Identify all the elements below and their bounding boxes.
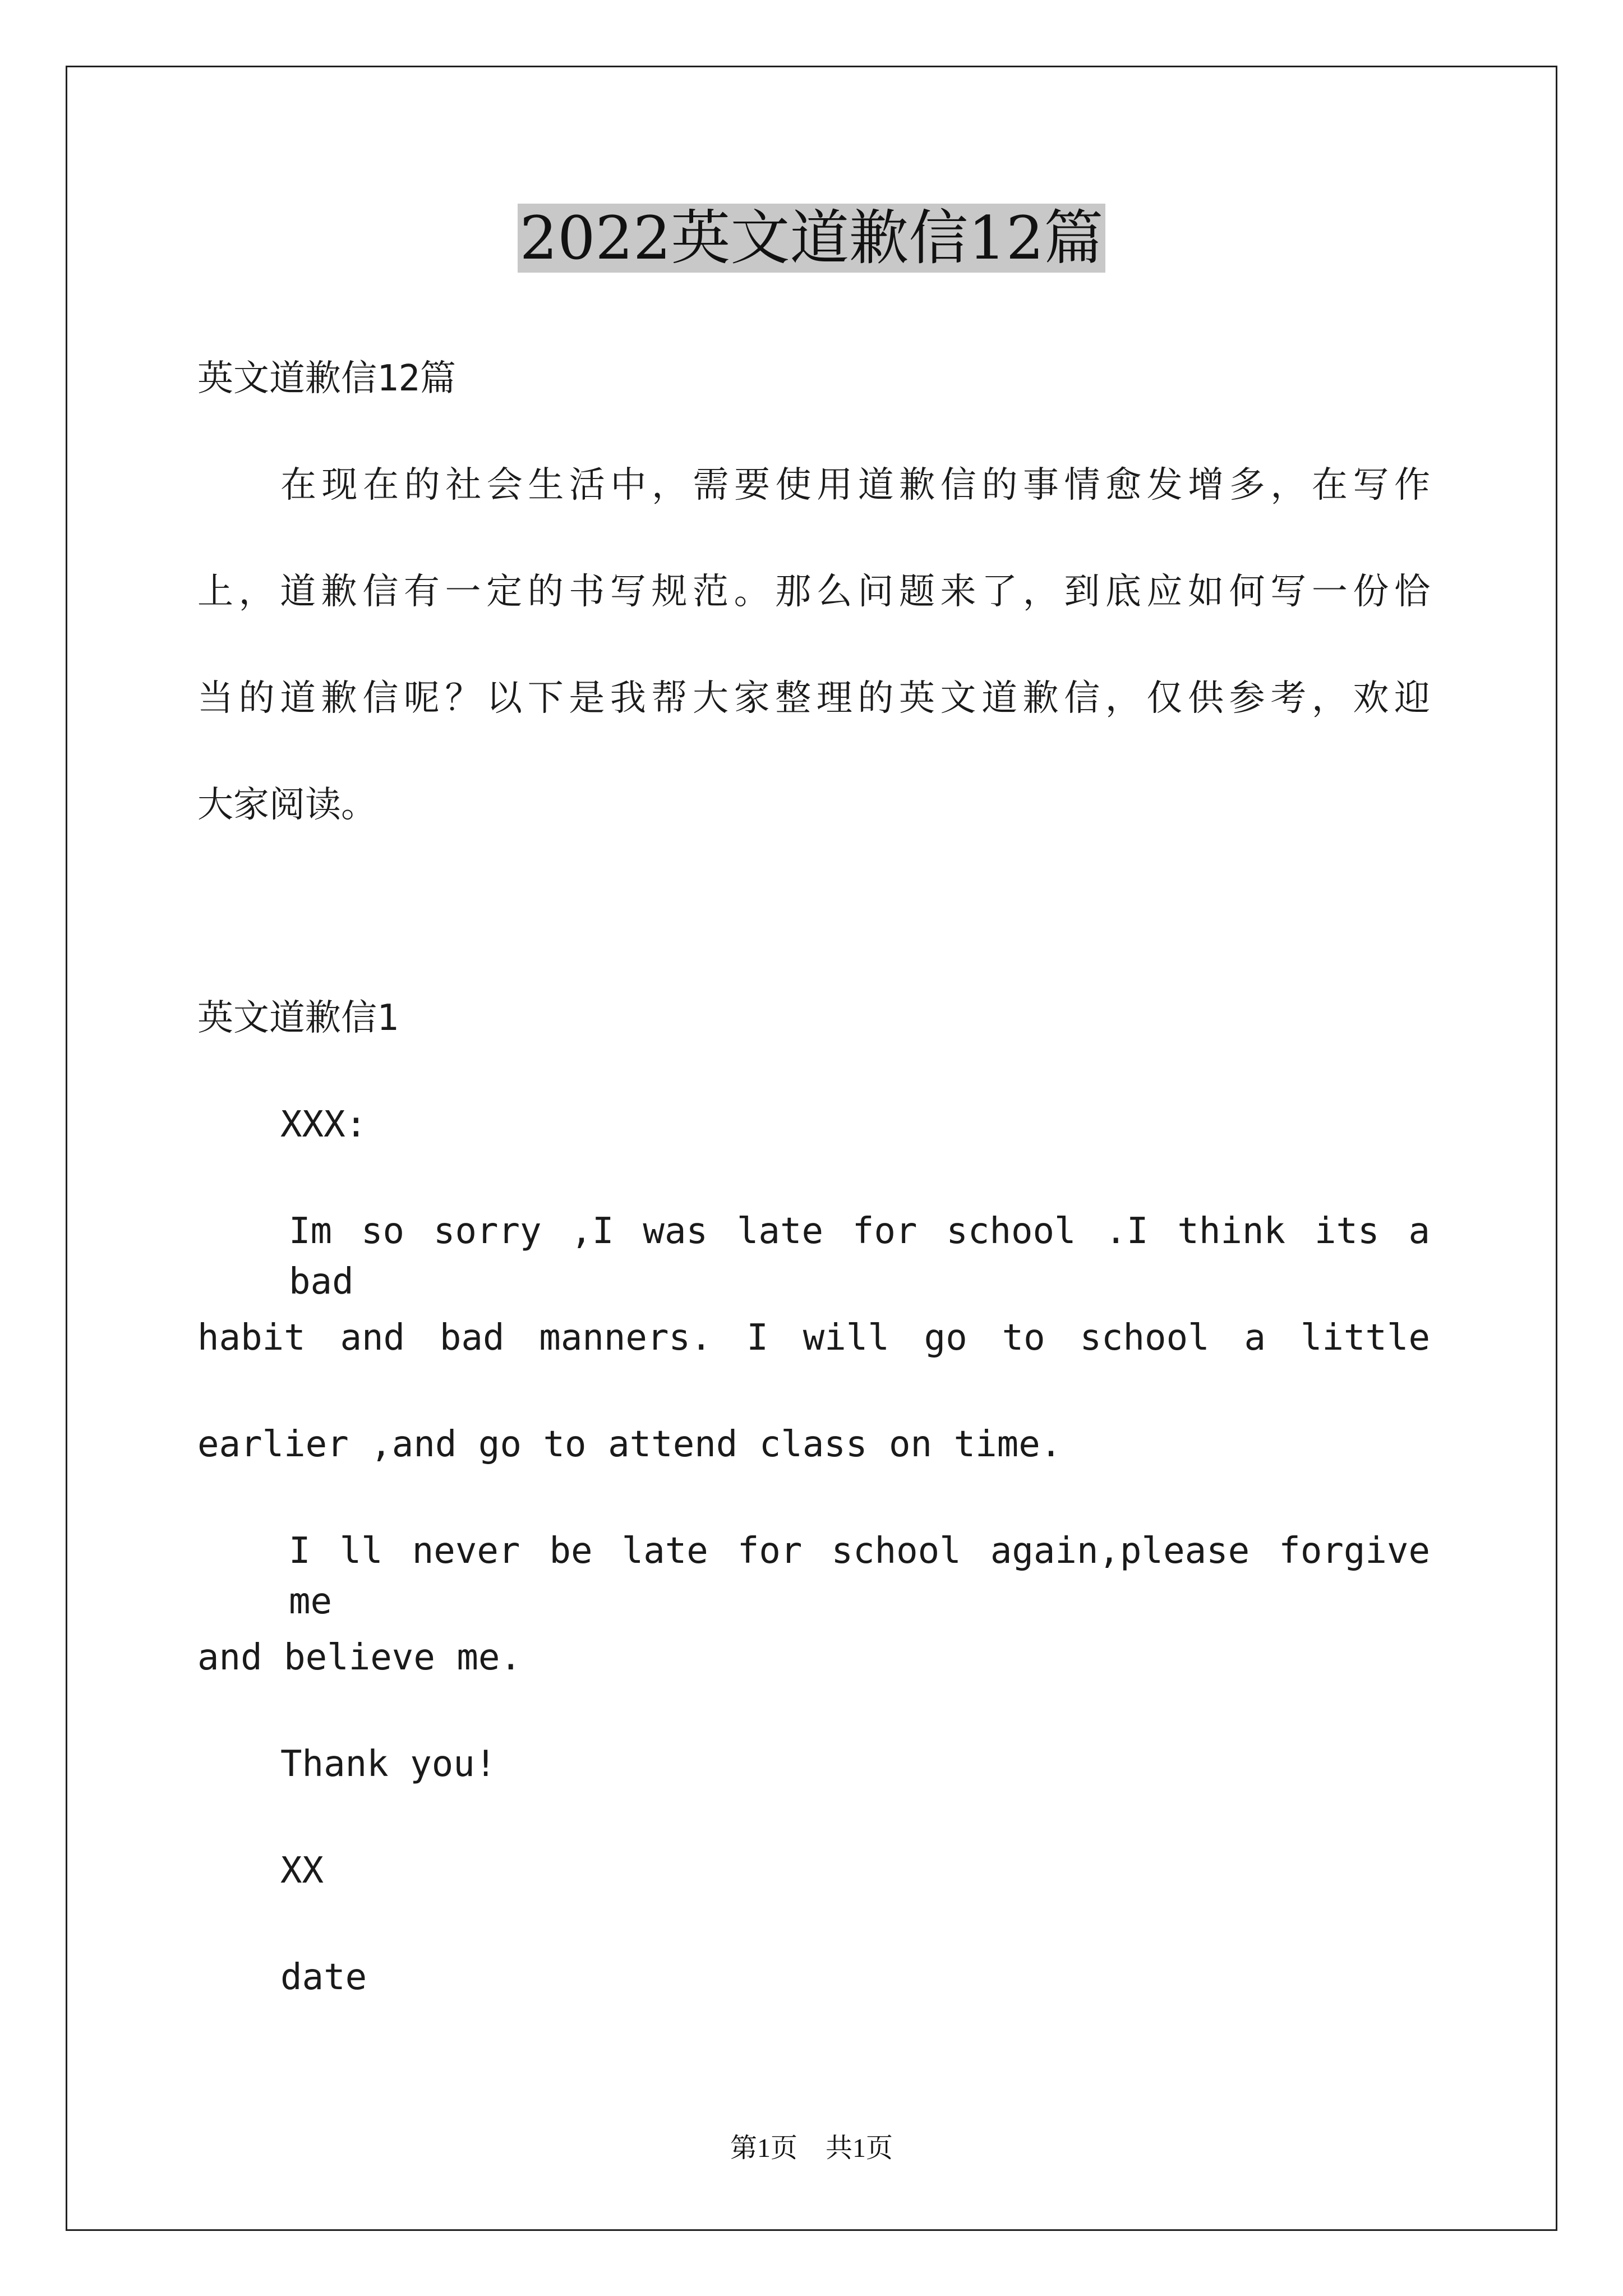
letter-1-heading: 英文道歉信1 xyxy=(197,997,399,1039)
subtitle: 英文道歉信12篇 xyxy=(197,358,457,399)
letter-1-body-line-1: Im so sorry ,I was late for school .I think its a bad xyxy=(289,1211,1430,1303)
document-title xyxy=(0,199,1623,278)
letter-1-body2-line-1: I ll never be late for school again,please forgive me xyxy=(289,1530,1430,1622)
page-number: 第1页 xyxy=(730,2133,797,2163)
letter-1-date: date xyxy=(280,1957,367,1998)
intro-line-1: 在现在的社会生活中，需要使用道歉信的事情愈发增多，在写作 xyxy=(280,464,1430,506)
page-footer xyxy=(0,2132,1623,2165)
page-total: 共1页 xyxy=(826,2133,893,2163)
letter-1-thanks: Thank you! xyxy=(280,1743,497,1785)
letter-1-body2-line-2: and believe me. xyxy=(197,1637,522,1678)
title-text: 2022英文道歉信12篇 xyxy=(518,204,1106,273)
intro-line-3: 当的道歉信呢？以下是我帮大家整理的英文道歉信，仅供参考，欢迎 xyxy=(197,678,1430,719)
letter-1-salutation: XXX: xyxy=(280,1104,367,1145)
intro-line-2: 上，道歉信有一定的书写规范。那么问题来了，到底应如何写一份恰 xyxy=(197,571,1430,613)
letter-1-body-line-3: earlier ,and go to attend class on time. xyxy=(197,1424,1062,1465)
intro-line-4: 大家阅读。 xyxy=(197,784,377,826)
letter-1-body-line-2: habit and bad manners. I will go to school a little xyxy=(197,1317,1430,1359)
letter-1-signature: XX xyxy=(280,1850,324,1892)
